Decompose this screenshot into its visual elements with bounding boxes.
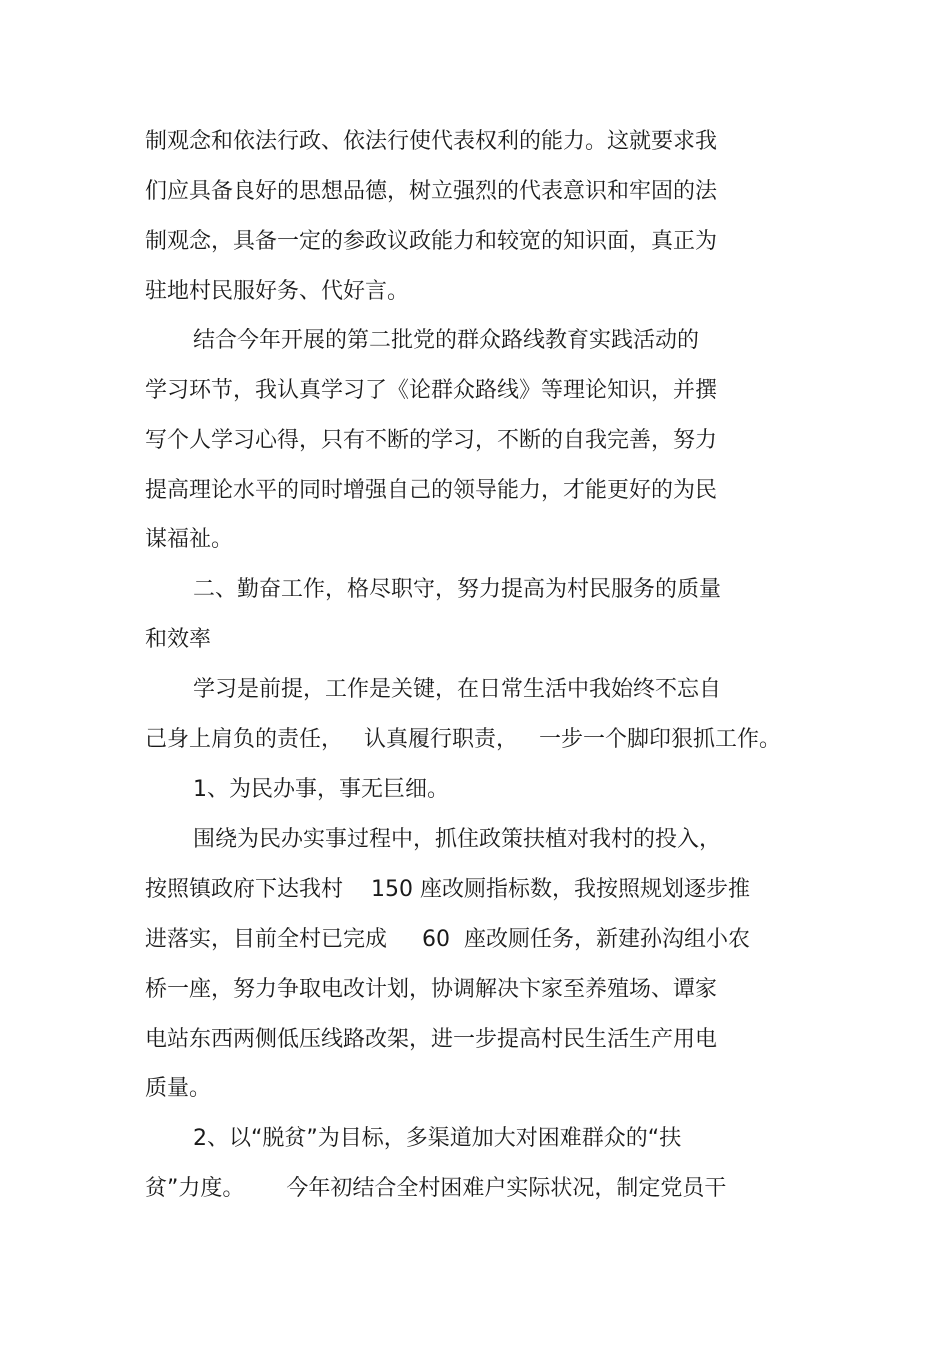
paragraph-line: 质量。 — [145, 1076, 212, 1101]
paragraph-line: 进落实，目前全村已完成 60 座改厕任务，新建孙沟组小农 — [145, 927, 750, 952]
section-heading-line: 和效率 — [145, 627, 212, 652]
paragraph-line: 提高理论水平的同时增强自己的领导能力，才能更好的为民 — [145, 478, 718, 503]
paragraph-line: 驻地村民服好务、代好言。 — [145, 279, 410, 304]
paragraph-line: 写个人学习心得，只有不断的学习，不断的自我完善，努力 — [145, 428, 718, 453]
paragraph-line: 结合今年开展的第二批党的群众路线教育实践活动的 — [193, 328, 700, 353]
subheading-line: 1、为民办事，事无巨细。 — [193, 777, 449, 802]
paragraph-line: 贫”力度。 今年初结合全村困难户实际状况，制定党员干 — [145, 1176, 727, 1201]
paragraph-line: 们应具备良好的思想品德，树立强烈的代表意识和牢固的法 — [145, 179, 718, 204]
paragraph-line: 学习环节，我认真学习了《论群众路线》等理论知识，并撰 — [145, 378, 718, 403]
paragraph-line: 制观念，具备一定的参政议政能力和较宽的知识面，真正为 — [145, 229, 718, 254]
paragraph-line: 电站东西两侧低压线路改架，进一步提高村民生活生产用电 — [145, 1027, 718, 1052]
paragraph-line: 谋福祉。 — [145, 527, 234, 552]
paragraph-line: 制观念和依法行政、依法行使代表权利的能力。这就要求我 — [145, 129, 718, 154]
paragraph-line: 学习是前提，工作是关键，在日常生活中我始终不忘自 — [193, 677, 722, 702]
paragraph-line: 桥一座，努力争取电改计划，协调解决卞家至养殖场、谭家 — [145, 977, 718, 1002]
paragraph-line: 按照镇政府下达我村 150 座改厕指标数，我按照规划逐步推 — [145, 877, 750, 902]
paragraph-line: 己身上肩负的责任， 认真履行职责， 一步一个脚印狠抓工作。 — [145, 727, 781, 752]
section-heading-line: 二、勤奋工作，格尽职守，努力提高为村民服务的质量 — [193, 577, 722, 602]
paragraph-line: 围绕为民办实事过程中，抓住政策扶植对我村的投入， — [193, 827, 722, 852]
subheading-line: 2、以“脱贫”为目标，多渠道加大对困难群众的“扶 — [193, 1126, 682, 1151]
